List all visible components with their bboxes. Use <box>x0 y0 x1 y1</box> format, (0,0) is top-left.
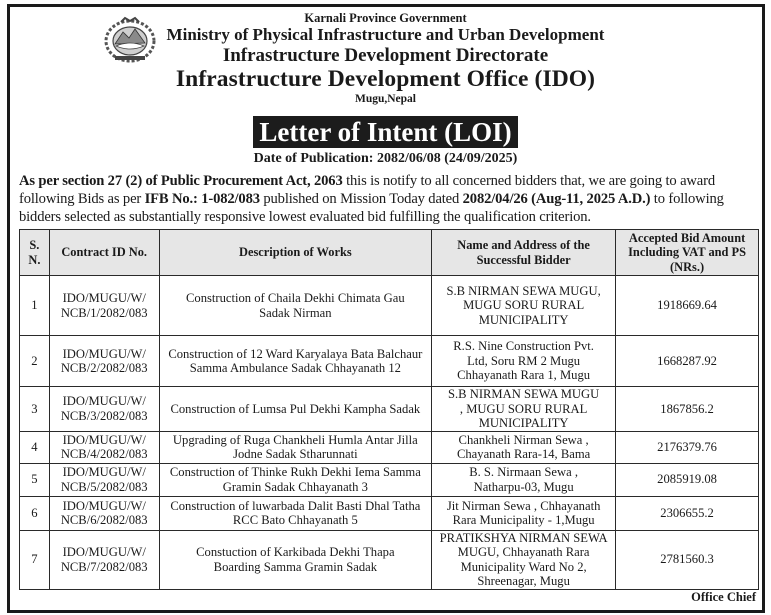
table-row <box>20 463 759 496</box>
table-header-row <box>20 230 759 276</box>
cell-sn: 7 <box>20 530 50 589</box>
cell-sn: 1 <box>20 276 50 336</box>
cell-contract-id: IDO/MUGU/W/ NCB/2/2082/083 <box>49 336 159 387</box>
table-row <box>20 276 759 336</box>
cell-contract-id: IDO/MUGU/W/ NCB/3/2082/083 <box>49 387 159 432</box>
cell-amount: 2176379.76 <box>616 431 759 463</box>
intro-text: to following bidders selected as substantially responsive lowest evaluated bid fulfilling the qualification criterion. <box>19 191 724 225</box>
ministry-name: Ministry of Physical Infrastructure and Urban Development <box>166 25 605 44</box>
cell-bidder: S.B NIRMAN SEWA MUGU, MUGU SORU RURAL MUNICIPALITY <box>432 276 616 336</box>
cell-amount: 1668287.92 <box>616 336 759 387</box>
header-sn: S. N. <box>20 230 50 276</box>
cell-description: Construction of Chaila Dekhi Chimata Gau Sadak Nirman <box>159 276 432 336</box>
intro-paragraph <box>19 172 764 226</box>
cell-bidder: B. S. Nirmaan Sewa , Natharpu-03, Mugu <box>432 463 616 496</box>
table-row <box>20 336 759 387</box>
header-bidder: Name and Address of the Successful Bidder <box>432 230 616 276</box>
cell-sn: 4 <box>20 431 50 463</box>
cell-bidder: R.S. Nine Construction Pvt. Ltd, Soru RM 2 Mugu Chhayanath Rara 1, Mugu <box>432 336 616 387</box>
cell-contract-id: IDO/MUGU/W/ NCB/1/2082/083 <box>49 276 159 336</box>
table-row <box>20 530 759 589</box>
intro-text: this is notify to all concerned bidders that, we are going to award following Bids as per <box>19 173 715 207</box>
cell-description: Construction of luwarbada Dalit Basti Dhal Tatha RCC Bato Chhayanath 5 <box>159 496 432 530</box>
cell-bidder: S.B NIRMAN SEWA MUGU , MUGU SORU RURAL MUNICIPALITY <box>432 387 616 432</box>
cell-contract-id: IDO/MUGU/W/ NCB/6/2082/083 <box>49 496 159 530</box>
header-contract-id: Contract ID No. <box>49 230 159 276</box>
header-amount: Accepted Bid Amount Including VAT and PS (NRs.) <box>616 230 759 276</box>
header-description: Description of Works <box>159 230 432 276</box>
cell-sn: 3 <box>20 387 50 432</box>
office-name: Infrastructure Development Office (IDO) <box>175 66 596 92</box>
directorate-name: Infrastructure Development Directorate <box>222 45 549 66</box>
cell-amount: 2306655.2 <box>616 496 759 530</box>
notice-title: Letter of Intent (LOI) <box>253 116 518 148</box>
cell-contract-id: IDO/MUGU/W/ NCB/4/2082/083 <box>49 431 159 463</box>
cell-amount: 1918669.64 <box>616 276 759 336</box>
cell-description: Construction of 12 Ward Karyalaya Bata Balchaur Samma Ambulance Sadak Chhayanath 12 <box>159 336 432 387</box>
cell-sn: 2 <box>20 336 50 387</box>
cell-bidder: Jit Nirman Sewa , Chhayanath Rara Municipality - 1,Mugu <box>432 496 616 530</box>
cell-bidder: PRATIKSHYA NIRMAN SEWA MUGU, Chhayanath Rara Municipality Ward No 2, Shreenagar, Mugu <box>432 530 616 589</box>
cell-description: Constuction of Karkibada Dekhi Thapa Boarding Samma Gramin Sadak <box>159 530 432 589</box>
intro-ifb-number: IFB No.: 1-082/083 <box>144 191 260 207</box>
cell-description: Construction of Lumsa Pul Dekhi Kampha Sadak <box>159 387 432 432</box>
cell-amount: 2781560.3 <box>616 530 759 589</box>
publication-date: Date of Publication: 2082/06/08 (24/09/2025) <box>253 151 518 166</box>
intro-act-reference: As per section 27 (2) of Public Procurement Act, 2063 <box>19 173 343 189</box>
office-location: Mugu,Nepal <box>354 93 417 105</box>
cell-bidder: Chankheli Nirman Sewa , Chayanath Rara-14, Bama <box>432 431 616 463</box>
cell-amount: 1867856.2 <box>616 387 759 432</box>
intro-text: published on Mission Today dated <box>259 191 463 207</box>
cell-amount: 2085919.08 <box>616 463 759 496</box>
cell-contract-id: IDO/MUGU/W/ NCB/5/2082/083 <box>49 463 159 496</box>
cell-sn: 5 <box>20 463 50 496</box>
intro-ifb-date: 2082/04/26 (Aug-11, 2025 A.D.) <box>462 191 651 207</box>
bids-table <box>19 229 759 590</box>
table-row <box>20 431 759 463</box>
cell-description: Upgrading of Ruga Chankheli Humla Antar Jilla Jodne Sadak Stharunnati <box>159 431 432 463</box>
cell-description: Construction of Thinke Rukh Dekhi Iema Samma Gramin Sadak Chhayanath 3 <box>159 463 432 496</box>
signatory: Office Chief <box>691 590 756 604</box>
government-name: Karnali Province Government <box>304 11 467 25</box>
cell-sn: 6 <box>20 496 50 530</box>
table-row <box>20 496 759 530</box>
cell-contract-id: IDO/MUGU/W/ NCB/7/2082/083 <box>49 530 159 589</box>
table-row <box>20 387 759 432</box>
